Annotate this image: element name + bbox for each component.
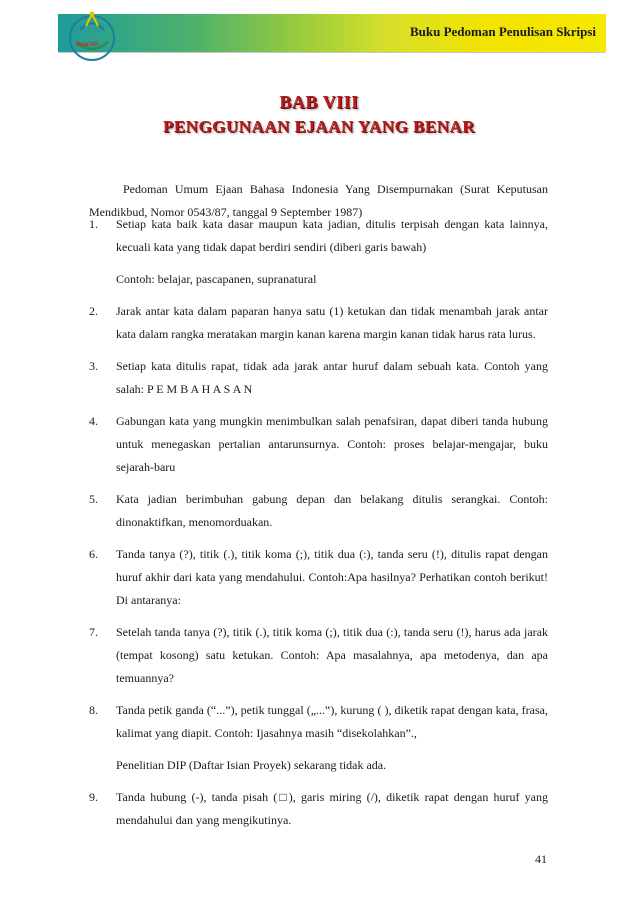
- list-item-text: Tanda hubung (-), tanda pisah (□), garis miring (/), diketik rapat dengan huruf yang mendahului dan yang mengikutinya.: [116, 790, 548, 827]
- page-number: 41: [535, 852, 547, 866]
- list-item: [89, 621, 548, 690]
- rules-list: [89, 213, 548, 841]
- chapter-number: BAB VIII: [279, 92, 359, 112]
- list-item-example: Contoh: belajar, pascapanen, supranatural: [116, 272, 317, 286]
- list-item-text: Tanda petik ganda (“...”), petik tunggal („...‟), kurung ( ), diketik rapat dengan kata, frasa, kalimat yang diapit. Contoh: Ijasahnya masih “disekolahkan”.,: [116, 703, 548, 740]
- list-item-number: 7.: [89, 625, 98, 639]
- list-item: [89, 410, 548, 479]
- list-item-text: Jarak antar kata dalam paparan hanya satu (1) ketukan dan tidak menambah jarak antar kata dalam rangka meratakan margin kanan karena margin kanan tidak harus rata lurus.: [116, 304, 548, 341]
- header-band: [58, 14, 606, 52]
- list-item: [89, 213, 548, 291]
- logo-text: SyariAh: [76, 42, 99, 48]
- list-item-text: Tanda tanya (?), titik (.), titik koma (;), titik dua (:), tanda seru (!), ditulis rapat dengan huruf akhir dari kata yang mendahului. Contoh:Apa hasilnya? Perhatikan contoh berikut! Di antaranya:: [116, 547, 548, 607]
- list-item: [89, 300, 548, 346]
- list-item-text: Setiap kata baik kata dasar maupun kata jadian, ditulis terpisah dengan kata lainnya, kecuali kata yang tidak dapat berdiri sendiri (diberi garis bawah): [116, 217, 548, 254]
- list-item-text: Setiap kata ditulis rapat, tidak ada jarak antar huruf dalam sebuah kata. Contoh yang salah: P E M B A H A S A N: [116, 359, 548, 396]
- faculty-logo-icon: [62, 8, 124, 66]
- list-item: [89, 786, 548, 832]
- list-item: [89, 488, 548, 534]
- list-item-text: Kata jadian berimbuhan gabung depan dan belakang ditulis serangkai. Contoh: dinonaktifkan, menomorduakan.: [116, 492, 548, 529]
- list-item-number: 1.: [89, 217, 98, 231]
- list-item-number: 8.: [89, 703, 98, 717]
- list-item: [89, 543, 548, 612]
- list-item-example: Penelitian DIP (Daftar Isian Proyek) sekarang tidak ada.: [116, 758, 387, 772]
- list-item-number: 2.: [89, 304, 98, 318]
- list-item-number: 3.: [89, 359, 98, 373]
- list-item-text: Setelah tanda tanya (?), titik (.), titik koma (;), titik dua (:), tanda seru (!), harus ada jarak (tempat kosong) satu ketukan. Contoh: Apa masalahnya, apa metodenya, dan apa temuannya?: [116, 625, 548, 685]
- list-item: [89, 355, 548, 401]
- list-item-text: Gabungan kata yang mungkin menimbulkan salah penafsiran, dapat diberi tanda hubung untuk menegaskan pertalian antarunsurnya. Contoh: proses belajar-mengajar, buku sejarah-baru: [116, 414, 548, 474]
- book-title: Buku Pedoman Penulisan Skripsi: [409, 24, 596, 39]
- list-item-number: 9.: [89, 790, 98, 804]
- list-item: [89, 699, 548, 777]
- chapter-title: PENGGUNAAN EJAAN YANG BENAR: [162, 117, 476, 136]
- list-item-number: 4.: [89, 414, 98, 428]
- intro-paragraph: Pedoman Umum Ejaan Bahasa Indonesia Yang Disempurnakan (Surat Keputusan Mendikbud, Nomor 0543/87, tanggal 9 September 1987): [89, 182, 548, 219]
- list-item-number: 6.: [89, 547, 98, 561]
- list-item-number: 5.: [89, 492, 98, 506]
